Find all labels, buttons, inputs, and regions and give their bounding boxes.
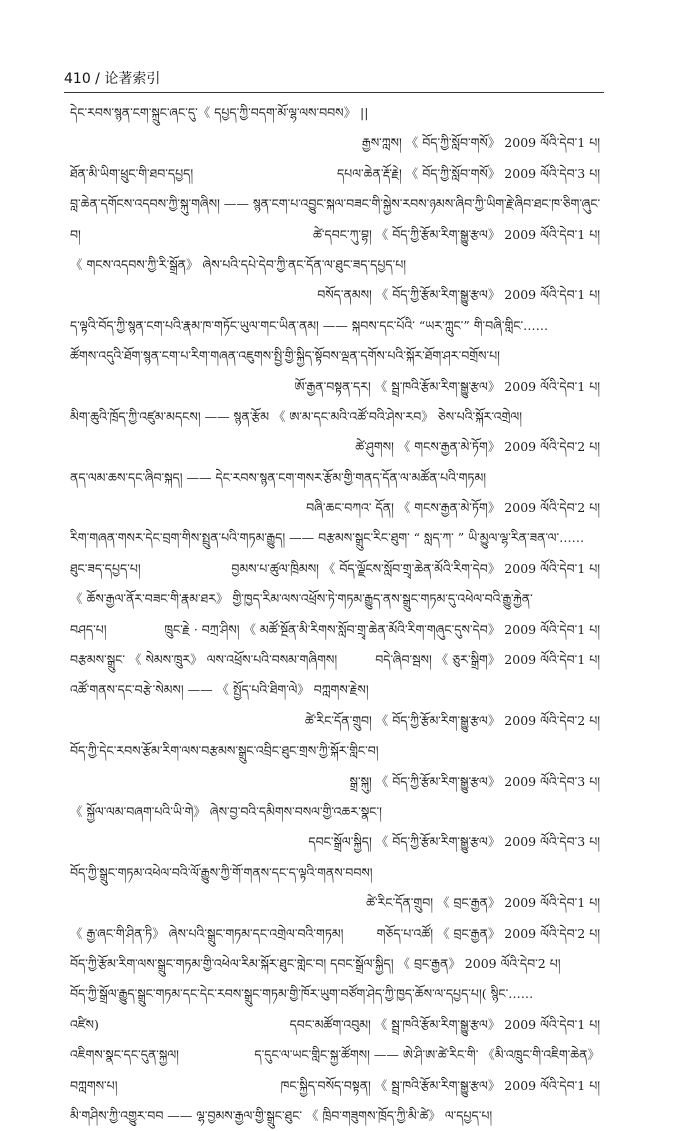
entry-title-line: 《 སྐྱོལ་ལམ་བཞག་པའི་ཡི་གེ》 ཞེས་བྱ་བའི་དམིགས་བསལ་གྱི་འཆར་སྣང་།	[70, 803, 382, 819]
entry-source: གཅོད་པ་འཚོ། 《 བྲང་རྒྱན》 2009 ལོའི་དེབ་2 པ།	[376, 925, 600, 941]
entry-source: དབང་མཚོག་འབུམ། 《 སྦྲ་ཁའི་རྩོམ་རིག་སྒྱུ་རྩལ》 2009 ལོའི་དེབ་1 པ།	[289, 1016, 600, 1032]
index-line	[70, 645, 600, 675]
entry-title: བ།	[70, 226, 81, 242]
entry-source-line: དབང་སྒྲོལ་སྐྱིད། 《 བོད་ཀྱི་རྩོམ་རིག་སྒྱུ་རྩལ》 2009 ལོའི་དེབ་3 པ།	[308, 834, 600, 850]
entry-title-line: དེང་རབས་སྙན་ངག་སྐྲུང་ཞང་དུ་《 དཔྱད་ཀྱི་བདག་མོ་ལྷ་ལས་བབས》 ||	[70, 105, 369, 120]
index-line	[70, 615, 600, 645]
entry-title-line: བོད་ཀྱི་རྩོམ་རིག་ལས་སྒྲུང་གཏམ་གྱི་འཕེལ་རིམ་སྐོར་ཐུང་གླེང་བ། དབང་སྒྲོལ་སྐྱིད། 《 བྲང་རྒྱན》 2009 ལོའི་དེབ་2 པ།	[70, 955, 561, 971]
entry-source: བདེ་ཞིབ་སྦས། 《 ཅུར་སྒྲིག》 2009 ལོའི་དེབ་1 པ།	[375, 652, 600, 668]
index-line	[70, 1040, 600, 1070]
index-line	[70, 919, 600, 949]
entry-title-line: བོད་ཀྱི་སྒྲོལ་རྒྱུད་སྒྲུང་གཏམ་དང་དེང་རབས་སྒྲུང་གཏམ་གྱི་ཁོར་ཡུག་བཙོག་ཤེད་ཀྱི་ཁྱད་ཆོས་ལ་དཔྱད་པ།( སྙིང་……	[70, 986, 534, 1002]
entry-source-line: བསོད་ནམས། 《 བོད་ཀྱི་རྩོམ་རིག་སྒྱུ་རྩལ》 2009 ལོའི་དེབ་1 པ།	[317, 287, 600, 303]
entry-title: བཀླགས་པ།	[70, 1077, 118, 1093]
entry-title-line: 《 ཆོས་རྒྱལ་ནོར་བཟང་གི་རྣམ་ཐར》 གྱི་ཁྱད་རིམ་ལས་འཕྲོས་ཏེ་གཏམ་རྒྱུད་ནས་སྒྲུང་གཏམ་དུ་འཕེལ་བའི་རྒྱུ་རྐྱེན་	[70, 591, 533, 607]
running-header: 410 / 论著索引	[64, 71, 161, 87]
entry-source-line: ཚེ་རིང་དོན་གྲུབ། 《 བོད་ཀྱི་རྩོམ་རིག་སྒྱུ་རྩལ》 2009 ལོའི་དེབ་2 པ།	[304, 712, 600, 728]
entry-title-line: བོད་ཀྱི་དེང་རབས་རྩོམ་རིག་ལས་བརྩམས་སྒྲུང་འབྲིང་ཐུང་གྲས་ཀྱི་སྐོར་གླིང་བ།	[70, 743, 379, 759]
entry-title: བཤད་པ།	[70, 621, 107, 637]
entry-title: བརྩམས་སྒྲུང་ 《 སེམས་ཁྲུར》 ལས་འཕྲོས་པའི་བསམ་གཞིགས།	[70, 652, 338, 668]
entry-title-line: ནད་ལམ་ཆས་དང་ཞིབ་སྐད། —— དེང་རབས་སྙན་ངག་གསར་རྩོམ་གྱི་གནད་དོན་ལ་མཚོན་པའི་གཏམ།	[70, 469, 487, 485]
header-rule	[64, 92, 604, 93]
entry-title-line: རིག་གཞན་གསར་དེང་བྲག་གིས་སྤྲུན་པའི་གཏམ་རྒྱུད། —— བརྩམས་སྒྲུང་རིང་ཐུག་ “ སླད་ཀ་ ” ཡི་མྱུལ་ལྷ་རིན་ཟན་ལ་……	[70, 530, 585, 546]
index-line	[70, 1071, 600, 1101]
index-line	[70, 1010, 600, 1040]
entry-title-line: 《 གངས་འདབས་ཀྱི་རི་སྒྲོན》 ཞེས་པའི་དཔེ་དེབ་ཀྱི་ནང་དོན་ལ་ཐུང་ཟད་དཔྱད་པ།	[70, 256, 407, 272]
entry-title-line: བོད་ཀྱི་སྒྲུང་གཏམ་འཕེལ་བའི་ལོ་རྒྱུས་ཀྱི་གོ་གནས་དང་ད་ལྟའི་གནས་བབས།	[70, 864, 373, 880]
entry-title-line: མི་གཤིས་ཀྱི་འགྱུར་བབ —— ལྷ་བྱམས་རྒྱལ་གྱི་སྒྲུང་ཐུང་ 《 ཁྲིབ་གཟུགས་ཁྲོད་ཀྱི་མི་ཚེ》 ལ་དཔྱད་པ།	[70, 1107, 493, 1123]
entry-source: བྱམས་པ་ཚུལ་ཁྲིམས། 《 བོད་ལྗོངས་སློབ་གྲྭ་ཆེན་མོའི་རིག་དེབ》 2009 ལོའི་དེབ་1 པ།	[231, 560, 600, 576]
index-line	[70, 220, 600, 250]
entry-source: ད་དུང་ལ་ཡང་གླིང་སྐྱ་ཚོགས། —— ཨེ་ཤི་ཨ་ཚེ་རིང་གི་ 《མི་འཁྲུང་གི་འཇིག་ཆེན》	[254, 1047, 600, 1063]
entry-source-line: ཨོ་རྒྱན་བསྟན་དར། 《 སྦྲ་ཁའི་རྩོམ་རིག་སྒྱུ་རྩལ》 2009 ལོའི་དེབ་1 པ།	[294, 378, 600, 394]
entry-source-line: ཚེ་ཤུགས། 《 གངས་རྒྱན་མེ་ཏོག》 2009 ལོའི་དེབ་2 པ།	[355, 439, 600, 455]
entry-title: འཇིགས་སྣང་དང་དུན་སྐྱལ།	[70, 1047, 179, 1063]
entry-source-line: བཞི་ཆང་བཀའ་ དོན། 《 གངས་རྒྱན་མེ་ཏོག》 2009 ལོའི་དེབ་2 པ།	[306, 500, 600, 516]
entry-source-line: སྒྲ་སྐུ། 《 བོད་ཀྱི་རྩོམ་རིག་སྒྱུ་རྩལ》 2009 ལོའི་དེབ་3 པ།	[349, 773, 600, 789]
entry-title: ཐོན་མི་ཡིག་ཕྲུང་གི་ཐབ་དཔྱད།	[70, 165, 194, 181]
entry-title: 《 རྒྱ་ཞང་གི་ཤིན་ཏི》 ཞེས་པའི་སྒྲུང་གཏམ་དང་འགྲེལ་བའི་གཏམ།	[70, 925, 344, 941]
index-line	[70, 554, 600, 584]
entry-title-line: མིག་ཆུའི་ཁྲོད་ཀྱི་འཛུམ་མདངས། —— སྙན་རྩོམ 《 ཨ་མ་དང་མའི་འཚོ་བའི་ཤེས་རབ》 ཅེས་པའི་སྐོར་འགྲེལ།	[70, 408, 522, 424]
index-line	[70, 159, 600, 189]
entry-title-line: བླ་ཆེན་དགོངས་འདབས་ཀྱི་སྐུ་གཞིས། —— སྙན་ངག་པ་འབྱུང་སྐལ་བཟང་གི་སྐྱེས་རབས་ཉམས་ཞིབ་ཀྱི་ཡིག་རྗེ་ཞིབ་ཐང་ཁ་ཅིག་ཞུང་	[70, 196, 600, 212]
entry-title-line: འཚོ་གནས་དང་བརྩེ་སེམས། —— 《 སྤྱོད་པའི་ཐིག་ལེ》 བཀླགས་རྗེས།	[70, 682, 369, 698]
entry-title: འཛིས)	[70, 1016, 99, 1032]
index-entries	[70, 98, 600, 1131]
entry-source: ཁྲུང་རྗེ · བཀྲ་ཤིས། 《 མཚོ་སྔོན་མི་རིགས་སློབ་གྲྭ་ཆེན་མོའི་རིག་གཞུང་དུས་དེབ》 2009 ལོའི་དེབ་1 པ།	[164, 621, 600, 637]
entry-source: དཔལ་ཆེན་རྡོ་རྗེ། 《 བོད་ཀྱི་སློབ་གསོ》 2009 ལོའི་དེབ་3 པ།	[336, 165, 600, 181]
entry-source-line: ཚེ་རིང་དོན་གྲུབ། 《 བྲང་རྒྱན》 2009 ལོའི་དེབ་1 པ།	[366, 895, 600, 911]
entry-title-line: ཚོགས་འདུའི་ཐོག་སྙན་ངག་པ་རིག་གཞན་འཇུགས་སྤྱི་གྱི་སྐྱིད་སྟོབས་ལྡན་དགོས་པའི་སྐོར་ཐོག་ཤར་བགྲོས་པ།	[70, 348, 500, 364]
entry-source: ཁང་སྐྱིད་བསོད་བསྟན། 《 སྦྲ་ཁའི་རྩོམ་རིག་སྒྱུ་རྩལ》 2009 ལོའི་དེབ་1 པ།	[280, 1077, 600, 1093]
entry-title: ཐུང་ཟད་དཔྱད་པ།	[70, 560, 141, 576]
entry-title-line: ད་ལྟའི་བོད་ཀྱི་སྙན་ངག་པའི་རྣམ་ཁ་གཏོང་ཡུལ་གང་ཡིན་ནམ། —— སྐབས་དང་པོའི་ “ཡར་ཀླུང་” གི་བཞི་གླིང་……	[70, 317, 549, 333]
entry-source-line: རྒྱས་ཀླས། 《 བོད་ཀྱི་སློབ་གསོ》 2009 ལོའི་དེབ་1 པ།	[361, 135, 600, 151]
entry-source: ཚེ་དབང་ཀུ་བྷ། 《 བོད་ཀྱི་རྩོམ་རིག་སྒྱུ་རྩལ》 2009 ལོའི་དེབ་1 པ།	[313, 226, 600, 242]
